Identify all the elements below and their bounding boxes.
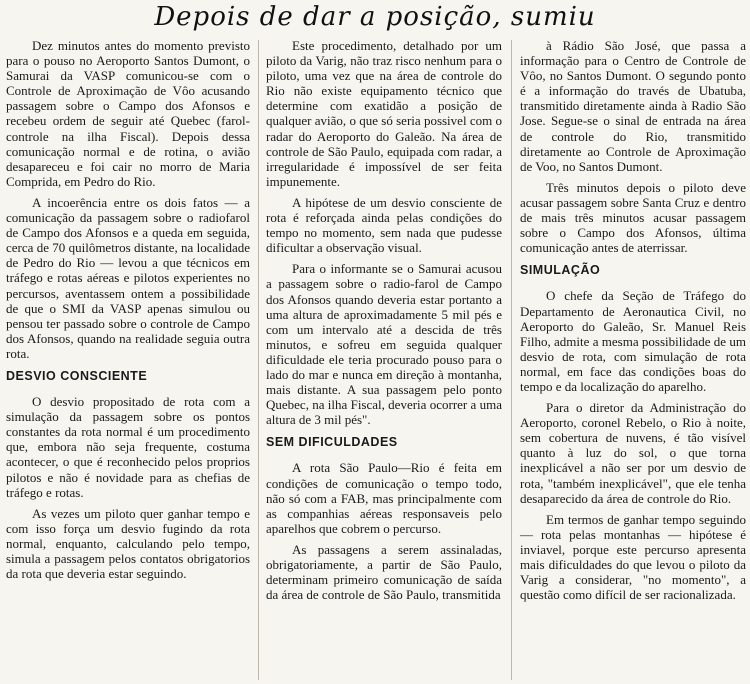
- paragraph: Este procedimento, detalhado por um piloto da Varig, não traz risco nenhum para o piloto, uma vez que na área de controle do Rio não existe equipamento técnico que determine com exatidão a posição de qualquer avião, o que só seria possivel com o radar do Aeroporto do Galeão. Na área de controle de São Paulo, equipada com radar, a irregularidade é impossível de ser feita impunemente.: [266, 38, 502, 189]
- paragraph: Três minutos depois o piloto deve acusar passagem sobre Santa Cruz e dentro de mais três minutos acusar passagem sobre o Campo dos Afonsos, última comunicação antes de aterrissar.: [520, 179, 746, 256]
- headline: Depois de dar a posição, sumiu: [154, 2, 596, 32]
- column-divider: [511, 40, 512, 680]
- paragraph: A hipótese de um desvio consciente de rota é reforçada ainda pelas condições do tempo no momento, sem nada que pudesse dificultar a observação visual.: [266, 194, 502, 256]
- paragraph: A rota São Paulo—Rio é feita em condições de comunicação o tempo todo, não só com a FAB, mas principalmente com as companhias aéreas responsaveis pelo aparelhos que cobrem o percurso.: [266, 460, 502, 536]
- paragraph: Em termos de ganhar tempo seguindo — rota pelas montanhas — hipótese é inviavel, porque este percurso apresenta mais dificuldades do que levou o piloto da Varig a considerar, "no momento", a questão como difícil de ser racionalizada.: [520, 511, 746, 603]
- column-3: [520, 38, 746, 608]
- paragraph: Dez minutos antes do momento previsto para o pouso no Aeroporto Santos Dumont, o Samurai da VASP comunicou-se com o Controle de Aproximação de Vôo acusando passagem sobre o Campo dos Afonsos e recebeu ordem de seguir até Quebec (farol-controle na ilha Fiscal). Depois dessa comunicação normal e de rotina, o avião desapareceu e foi cair no morro de Maria Comprida, em Pedro do Rio.: [6, 38, 250, 189]
- paragraph: A incoerência entre os dois fatos — a comunicação da passagem sobre o radiofarol de Campo dos Afonsos e a queda em seguida, cerca de 70 quilômetros distante, na localidade de Pedro do Rio — levou a que técnicos em tráfego e rotas aéreas e pilotos experientes no percursos, aventassem ontem a possibilidade de que o SMI da VASP apenas simulou ou pensou ter passado sobre o controle de Campo dos Afonsos, quando na realidade seguia outra rota.: [6, 194, 250, 361]
- section-heading: SEM DIFICULDADES: [266, 435, 398, 450]
- column-1: [6, 38, 250, 587]
- paragraph: Para o diretor da Administração do Aeroporto, coronel Rebelo, o Rio à noite, sem cobertura de nuvens, é tão visível quanto à luz do sol, o que torna inexplicável a não ser por um desvio de rota, "também inexplicável", que ele tenha desaparecido da área de controle do Rio.: [520, 400, 746, 506]
- column-divider: [258, 40, 259, 680]
- section-heading: DESVIO CONSCIENTE: [6, 368, 148, 383]
- section-heading: SIMULAÇÃO: [520, 263, 601, 278]
- paragraph: à Rádio São José, que passa a informação para o Centro de Controle de Vôo, no Santos Dumont. O segundo ponto é a informação do través de Ubatuba, transmitido diretamente ainda à Radio São Jose. Segue-se o sinal de entrada na área de controle do Rio, transmitido diretamente ao Controle de Aproximação de Voo, no Santos Dumont.: [520, 38, 746, 174]
- paragraph: As vezes um piloto quer ganhar tempo e com isso força um desvio fugindo da rota normal, enquanto, calculando pelo tempo, simula a passagem pelos contatos obrigatorios da rota que deveria estar seguindo.: [6, 505, 250, 582]
- paragraph: O chefe da Seção de Tráfego do Departamento de Aeronautica Civil, no Aeroporto do Galeão, Sr. Manuel Reis Filho, admite a mesma possibilidade de um desvio de rota, com simulação de rota normal, em face das condições boas do tempo e da localização do aparelho.: [520, 288, 746, 394]
- paragraph: O desvio propositado de rota com a simulação da passagem sobre os pontos constantes da rota normal é um procedimento que, embora não seja frequente, costuma acontecer, o que é reconhecido pelos proprios pilotos e não é novidade para as chefias de tráfego e rotas.: [6, 394, 250, 500]
- paragraph: As passagens a serem assinaladas, obrigatoriamente, a partir de São Paulo, determinam primeiro comunicação de saída da área de controle de São Paulo, transmitida: [266, 541, 502, 603]
- column-2: [266, 38, 502, 608]
- paragraph: Para o informante se o Samurai acusou a passagem sobre o radio-farol de Campo dos Afonsos quando deveria estar portanto a uma altura de aproximadamente 5 mil pés e com um intervalo até a descida de três minutos, e sofreu em seguida qualquer dificuldade ele teria procurado pouso para o lado do mar e nunca em direção à montanha, mais distante. A sua passagem pelo ponto Quebec, na ilha Fiscal, deveria ocorrer a uma altura de 3 mil pés".: [266, 261, 502, 428]
